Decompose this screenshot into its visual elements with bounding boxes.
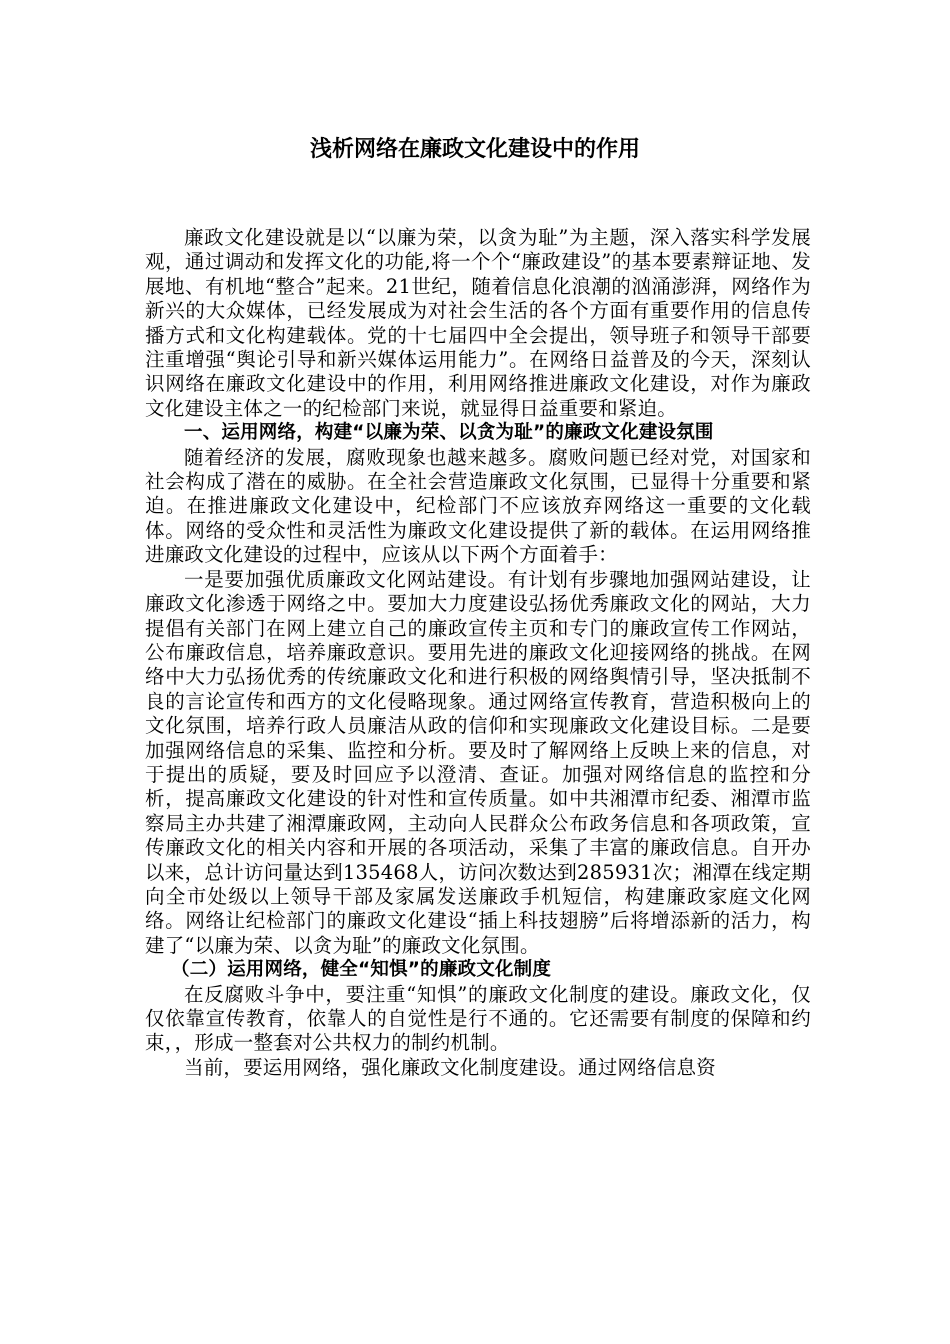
body-paragraph: 当前，要运用网络，强化廉政文化制度建设。通过网络信息资 [184,1055,716,1079]
section-heading-1: 一、运用网络，构建“以廉为荣、以贪为耻”的廉政文化建设氛围 [184,422,714,444]
body-paragraph: 一是要加强优质廉政文化网站建设。有计划有步骤地加强网站建设，让廉政文化渗透于网络之中。要加大力度建设弘扬优秀廉政文化的网站，大力提倡有关部门在网上建立自己的廉政宣传主页和专门的廉政宣传工作网站，公布廉政信息，培养廉政意识。要用先进的廉政文化迎接网络的挑战。在网络中大力弘扬优秀的传统廉政文化和进行积极的网络舆情引导，坚决抵制不良的言论宣传和西方的文化侵略现象。通过网络宣传教育，营造积极向上的文化氛围，培养行政人员廉洁从政的信仰和实现廉政文化建设目标。二是要加强网络信息的采集、监控和分析。要及时了解网络上反映上来的信息，对于提出的质疑，要及时回应予以澄清、查证。加强对网络信息的监控和分析，提高廉政文化建设的针对性和宣传质量。如中共湘潭市纪委、湘潭市监察局主办共建了湘潭廉政网，主动向人民群众公布政务信息和各项政策，宣传廉政文化的相关内容和开展的各项活动，采集了丰富的廉政信息。自开办以来，总计访问量达到135468人，访问次数达到285931次；湘潭在线定期向全市处级以上领导干部及家属发送廉政手机短信，构建廉政家庭文化网络。网络让纪检部门的廉政文化建设“插上科技翅膀”后将增添新的活力，构建了“以廉为荣、以贪为耻”的廉政文化氛围。 [145,567,811,957]
intro-paragraph: 廉政文化建设就是以“以廉为荣，以贪为耻”为主题，深入落实科学发展观，通过调动和发挥文化的功能,将一个个“廉政建设”的基本要素辩证地、发展地、有机地“整合”起来。21世纪，随着信息化浪潮的汹涌澎湃，网络作为新兴的大众媒体，已经发展成为对社会生活的各个方面有重要作用的信息传播方式和文化构建载体。党的十七届四中全会提出，领导班子和领导干部要注重增强“舆论引导和新兴媒体运用能力”。在网络日益普及的今天，深刻认识网络在廉政文化建设中的作用，利用网络推进廉政文化建设，对作为廉政文化建设主体之一的纪检部门来说，就显得日益重要和紧迫。 [145,226,811,420]
section-heading-2: （二）运用网络，健全“知惧”的廉政文化制度 [171,959,552,981]
body-paragraph: 随着经济的发展，腐败现象也越来越多。腐败问题已经对党，对国家和社会构成了潜在的威胁。在全社会营造廉政文化氛围，已显得十分重要和紧迫。在推进廉政文化建设中，纪检部门不应该放弃网络这一重要的文化载体。网络的受众性和灵活性为廉政文化建设提供了新的载体。在运用网络推进廉政文化建设的过程中，应该从以下两个方面着手： [145,445,811,567]
document-title: 浅析网络在廉政文化建设中的作用 [309,137,640,162]
document-body [145,226,811,1080]
body-paragraph: 在反腐败斗争中，要注重“知惧”的廉政文化制度的建设。廉政文化，仅仅依靠宣传教育，依靠人的自觉性是行不通的。它还需要有制度的保障和约束，，形成一整套对公共权力的制约机制。 [145,982,811,1055]
